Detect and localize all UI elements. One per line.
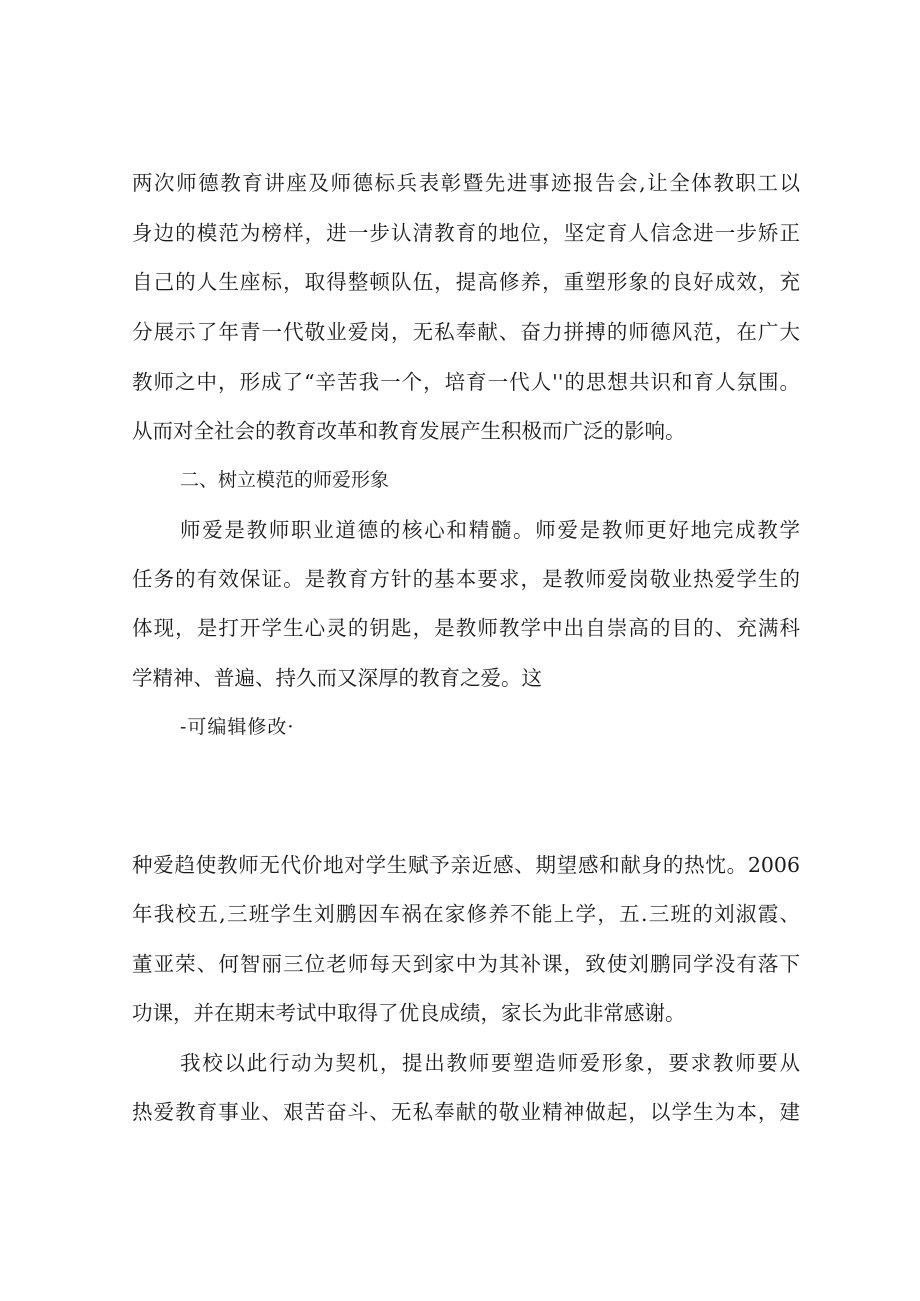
paragraph-line: 分展示了年青一代敬业爱岗，无私奉献、奋力拼搏的师德风范，在广大 xyxy=(132,320,800,344)
section-heading: 二、树立模范的师爱形象 xyxy=(180,469,390,491)
paragraph-line: 种爱趋使教师无代价地对学生赋予亲近感、期望感和献身的热忱。2006 xyxy=(132,853,800,877)
paragraph-line: 功课，并在期末考试中取得了优良成绩，家长为此非常感谢。 xyxy=(132,1001,686,1025)
paragraph-line: 年我校五,三班学生刘鹏因车祸在家修养不能上学，五.三班的刘淑霞、 xyxy=(132,902,800,926)
paragraph-line: 身边的模范为榜样，进一步认清教育的地位，坚定育人信念进一步矫正 xyxy=(132,221,800,245)
edit-note: -可编辑修改· xyxy=(180,716,295,738)
paragraph-line: 教师之中，形成了“辛苦我一个，培育一代人''的思想共识和育人氛围。 xyxy=(132,370,800,394)
paragraph-line: 董亚荣、何智丽三位老师每天到家中为其补课，致使刘鹏同学没有落下 xyxy=(132,952,800,976)
paragraph-line: 热爱教育事业、艰苦奋斗、无私奉献的敬业精神做起，以学生为本，建 xyxy=(132,1100,800,1124)
paragraph-line: 自己的人生座标，取得整顿队伍，提高修养，重塑形象的良好成效，充 xyxy=(132,270,800,294)
paragraph-line: 学精神、普遍、持久而又深厚的教育之爱。这 xyxy=(132,666,542,690)
paragraph-line: 体现，是打开学生心灵的钥匙，是教师教学中出自崇高的目的、充满科 xyxy=(132,616,800,640)
paragraph-line: 从而对全社会的教育改革和教育发展产生积极而广泛的影响。 xyxy=(132,419,686,443)
paragraph-line: 我校以此行动为契机，提出教师要塑造师爱形象，要求教师要从 xyxy=(180,1051,800,1075)
paragraph-line: 任务的有效保证。是教育方针的基本要求，是教师爱岗敬业热爱学生的 xyxy=(132,567,800,591)
paragraph-line: 两次师德教育讲座及师德标兵表彰暨先进事迹报告会,让全体教职工以 xyxy=(132,171,800,195)
paragraph-line: 师爱是教师职业道德的核心和精髓。师爱是教师更好地完成教学 xyxy=(180,518,800,542)
